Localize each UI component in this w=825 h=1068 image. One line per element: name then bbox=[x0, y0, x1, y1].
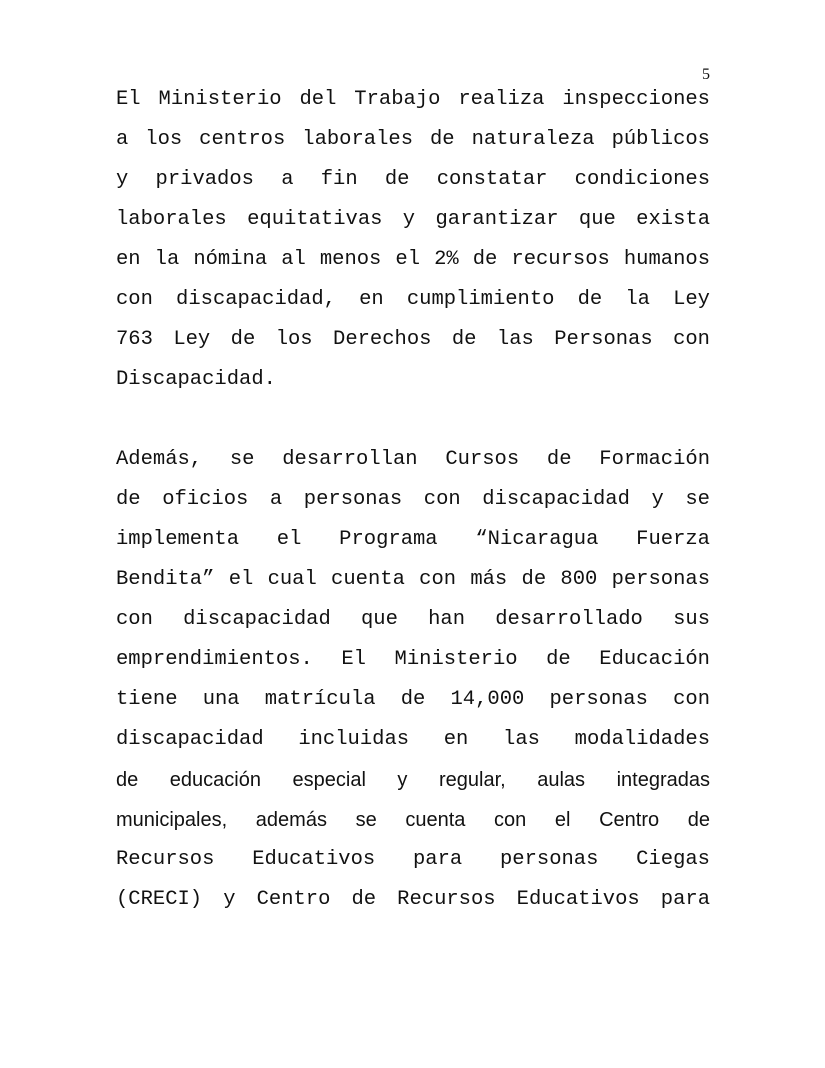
text-line: tiene una matrícula de 14,000 personas con bbox=[116, 688, 710, 711]
text-line: municipales, además se cuenta con el Centro de bbox=[116, 809, 710, 831]
text-line: Discapacidad. bbox=[116, 368, 276, 391]
text-line: con discapacidad, en cumplimiento de la Ley bbox=[116, 288, 710, 311]
text-line: 763 Ley de los Derechos de las Personas con bbox=[116, 328, 710, 351]
text-line: Además, se desarrollan Cursos de Formación bbox=[116, 448, 710, 471]
text-line: con discapacidad que han desarrollado sus bbox=[116, 608, 710, 631]
text-line: laborales equitativas y garantizar que exista bbox=[116, 208, 710, 231]
text-line: implementa el Programa “Nicaragua Fuerza bbox=[116, 528, 710, 551]
text-line: discapacidad incluidas en las modalidades bbox=[116, 728, 710, 751]
text-line: y privados a fin de constatar condiciones bbox=[116, 168, 710, 191]
text-line: de educación especial y regular, aulas integradas bbox=[116, 769, 710, 791]
text-line: Recursos Educativos para personas Ciegas bbox=[116, 848, 710, 871]
text-line: (CRECI) y Centro de Recursos Educativos para bbox=[116, 888, 710, 911]
paragraph-training-education bbox=[116, 440, 710, 920]
text-line: El Ministerio del Trabajo realiza inspecciones bbox=[116, 88, 710, 111]
document-body bbox=[116, 80, 710, 920]
text-line: de oficios a personas con discapacidad y se bbox=[116, 488, 710, 511]
text-line: Bendita” el cual cuenta con más de 800 personas bbox=[116, 568, 710, 591]
paragraph-spacer bbox=[116, 400, 710, 440]
text-line: a los centros laborales de naturaleza públicos bbox=[116, 128, 710, 151]
text-line: emprendimientos. El Ministerio de Educación bbox=[116, 648, 710, 671]
paragraph-labor-inspections bbox=[116, 80, 710, 400]
page-number: 5 bbox=[702, 66, 710, 83]
text-line: en la nómina al menos el 2% de recursos humanos bbox=[116, 248, 710, 271]
